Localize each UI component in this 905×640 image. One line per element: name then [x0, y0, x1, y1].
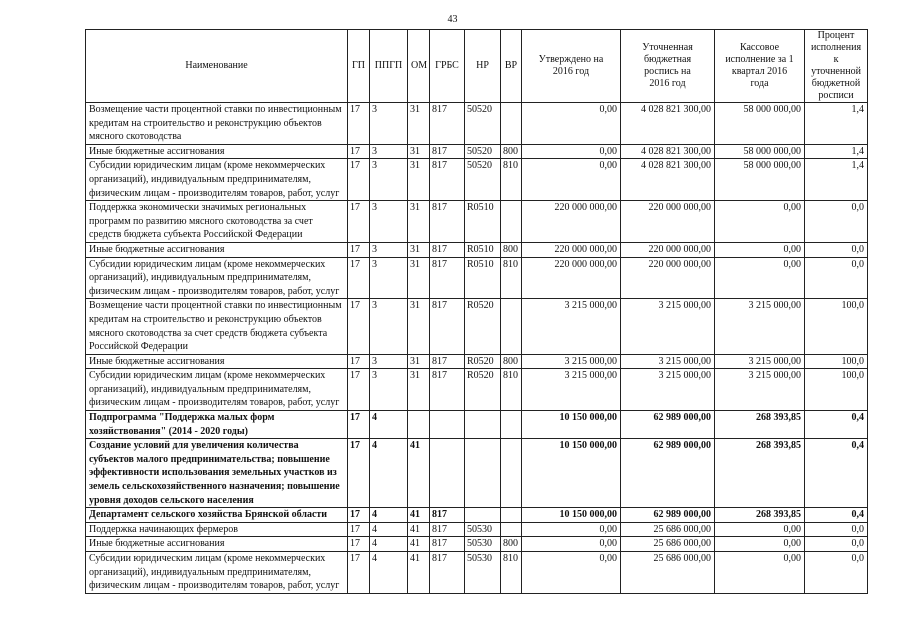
row-vr: [501, 508, 522, 523]
row-ppgp: 4: [370, 439, 408, 508]
row-name: Подпрограмма "Поддержка малых форм хозяйствования" (2014 - 2020 годы): [86, 411, 348, 439]
row-ppgp: 3: [370, 103, 408, 145]
row-om: 41: [408, 508, 430, 523]
row-cash: 0,00: [715, 201, 805, 243]
row-gp: 17: [348, 103, 370, 145]
row-vr: [501, 522, 522, 537]
row-approved: 10 150 000,00: [522, 411, 621, 439]
row-gp: 17: [348, 257, 370, 299]
row-percent: 0,4: [805, 411, 868, 439]
row-gp: 17: [348, 354, 370, 369]
row-approved: 220 000 000,00: [522, 201, 621, 243]
row-nr: 50530: [465, 537, 501, 552]
row-cash: 58 000 000,00: [715, 159, 805, 201]
row-clarified: 4 028 821 300,00: [621, 159, 715, 201]
row-om: 41: [408, 439, 430, 508]
row-nr: R0510: [465, 257, 501, 299]
header-nr: НР: [465, 30, 501, 103]
table-row: [86, 159, 868, 201]
row-cash: 268 393,85: [715, 439, 805, 508]
row-gp: 17: [348, 242, 370, 257]
row-nr: R0520: [465, 369, 501, 411]
row-ppgp: 3: [370, 144, 408, 159]
row-approved: 0,00: [522, 552, 621, 594]
row-vr: 810: [501, 257, 522, 299]
row-percent: 0,4: [805, 508, 868, 523]
row-nr: R0510: [465, 242, 501, 257]
row-grbs: 817: [430, 242, 465, 257]
row-name: Поддержка экономически значимых региональных программ по развитию мясного скотоводства за счет средств бюджета субъекта Российской Федерации: [86, 201, 348, 243]
row-om: 31: [408, 144, 430, 159]
row-gp: 17: [348, 522, 370, 537]
row-ppgp: 3: [370, 257, 408, 299]
row-clarified: 4 028 821 300,00: [621, 144, 715, 159]
row-om: 31: [408, 201, 430, 243]
row-om: 41: [408, 522, 430, 537]
row-approved: 0,00: [522, 522, 621, 537]
row-cash: 0,00: [715, 537, 805, 552]
row-gp: 17: [348, 508, 370, 523]
row-ppgp: 4: [370, 411, 408, 439]
row-om: [408, 411, 430, 439]
row-ppgp: 3: [370, 201, 408, 243]
row-om: 31: [408, 369, 430, 411]
table-row: [86, 242, 868, 257]
table-row: [86, 299, 868, 354]
row-grbs: 817: [430, 552, 465, 594]
table-row: [86, 537, 868, 552]
row-percent: 0,0: [805, 201, 868, 243]
row-name: Субсидии юридическим лицам (кроме некоммерческих организаций), индивидуальным предпринимателям, физическим лицам - производителям товаров, работ, услуг: [86, 159, 348, 201]
row-percent: 0,0: [805, 552, 868, 594]
row-nr: 50520: [465, 144, 501, 159]
row-om: 41: [408, 552, 430, 594]
row-percent: 100,0: [805, 354, 868, 369]
row-gp: 17: [348, 201, 370, 243]
row-nr: 50520: [465, 103, 501, 145]
row-approved: 0,00: [522, 103, 621, 145]
row-ppgp: 3: [370, 159, 408, 201]
row-name: Иные бюджетные ассигнования: [86, 537, 348, 552]
table-row: [86, 508, 868, 523]
row-approved: 0,00: [522, 537, 621, 552]
table-row: [86, 201, 868, 243]
row-nr: [465, 508, 501, 523]
row-approved: 3 215 000,00: [522, 354, 621, 369]
header-cash: Кассовое исполнение за 1 квартал 2016 года: [715, 30, 805, 103]
budget-table: [85, 29, 868, 594]
row-percent: 1,4: [805, 103, 868, 145]
row-name: Создание условий для увеличения количества субъектов малого предпринимательства; повышение эффективности использования земельных участков из земель сельскохозяйственного назначения; повышение уровня доходов сельского населения: [86, 439, 348, 508]
row-ppgp: 4: [370, 508, 408, 523]
row-vr: [501, 439, 522, 508]
row-approved: 3 215 000,00: [522, 299, 621, 354]
row-name: Субсидии юридическим лицам (кроме некоммерческих организаций), индивидуальным предпринимателям, физическим лицам - производителям товаров, работ, услуг: [86, 257, 348, 299]
row-vr: [501, 411, 522, 439]
row-approved: 10 150 000,00: [522, 508, 621, 523]
row-nr: [465, 411, 501, 439]
row-vr: 800: [501, 354, 522, 369]
header-gp: ГП: [348, 30, 370, 103]
row-cash: 0,00: [715, 257, 805, 299]
row-vr: 800: [501, 242, 522, 257]
row-ppgp: 4: [370, 537, 408, 552]
row-approved: 220 000 000,00: [522, 257, 621, 299]
row-name: Субсидии юридическим лицам (кроме некоммерческих организаций), индивидуальным предпринимателям, физическим лицам - производителям товаров, работ, услуг: [86, 369, 348, 411]
row-clarified: 3 215 000,00: [621, 354, 715, 369]
table-row: [86, 369, 868, 411]
row-gp: 17: [348, 439, 370, 508]
row-gp: 17: [348, 537, 370, 552]
row-name: Иные бюджетные ассигнования: [86, 354, 348, 369]
row-percent: 0,0: [805, 257, 868, 299]
page-number: 43: [447, 14, 458, 25]
row-om: 31: [408, 242, 430, 257]
row-grbs: [430, 411, 465, 439]
row-name: Возмещение части процентной ставки по инвестиционным кредитам на строительство и реконструкцию объектов мясного скотоводства: [86, 103, 348, 145]
row-ppgp: 4: [370, 552, 408, 594]
row-nr: R0510: [465, 201, 501, 243]
table-row: [86, 103, 868, 145]
row-grbs: 817: [430, 201, 465, 243]
row-ppgp: 4: [370, 522, 408, 537]
row-gp: 17: [348, 552, 370, 594]
row-grbs: 817: [430, 537, 465, 552]
table-header: [86, 30, 868, 103]
row-grbs: 817: [430, 369, 465, 411]
row-nr: 50530: [465, 552, 501, 594]
row-clarified: 25 686 000,00: [621, 537, 715, 552]
row-percent: 1,4: [805, 144, 868, 159]
row-name: Поддержка начинающих фермеров: [86, 522, 348, 537]
row-clarified: 220 000 000,00: [621, 242, 715, 257]
row-vr: [501, 201, 522, 243]
row-cash: 3 215 000,00: [715, 299, 805, 354]
row-ppgp: 3: [370, 369, 408, 411]
row-percent: 0,0: [805, 522, 868, 537]
row-clarified: 62 989 000,00: [621, 439, 715, 508]
row-approved: 220 000 000,00: [522, 242, 621, 257]
row-gp: 17: [348, 144, 370, 159]
row-om: 41: [408, 537, 430, 552]
row-approved: 10 150 000,00: [522, 439, 621, 508]
row-cash: 58 000 000,00: [715, 144, 805, 159]
table-row: [86, 144, 868, 159]
row-grbs: 817: [430, 522, 465, 537]
row-grbs: [430, 439, 465, 508]
row-ppgp: 3: [370, 242, 408, 257]
row-clarified: 220 000 000,00: [621, 201, 715, 243]
header-approved: Утверждено на 2016 год: [522, 30, 621, 103]
row-gp: 17: [348, 369, 370, 411]
row-nr: 50530: [465, 522, 501, 537]
table-row: [86, 257, 868, 299]
header-vr: ВР: [501, 30, 522, 103]
row-name: Иные бюджетные ассигнования: [86, 144, 348, 159]
row-cash: 268 393,85: [715, 508, 805, 523]
row-cash: 58 000 000,00: [715, 103, 805, 145]
header-ppgp: ППГП: [370, 30, 408, 103]
row-approved: 0,00: [522, 144, 621, 159]
row-om: 31: [408, 299, 430, 354]
row-clarified: 62 989 000,00: [621, 508, 715, 523]
table-row: [86, 522, 868, 537]
row-vr: [501, 299, 522, 354]
row-grbs: 817: [430, 144, 465, 159]
row-om: 31: [408, 354, 430, 369]
row-vr: [501, 103, 522, 145]
row-name: Департамент сельского хозяйства Брянской области: [86, 508, 348, 523]
header-grbs: ГРБС: [430, 30, 465, 103]
row-percent: 100,0: [805, 299, 868, 354]
row-percent: 0,0: [805, 242, 868, 257]
row-grbs: 817: [430, 508, 465, 523]
row-om: 31: [408, 257, 430, 299]
row-cash: 0,00: [715, 552, 805, 594]
row-approved: 0,00: [522, 159, 621, 201]
row-name: Субсидии юридическим лицам (кроме некоммерческих организаций), индивидуальным предпринимателям, физическим лицам - производителям товаров, работ, услуг: [86, 552, 348, 594]
row-clarified: 4 028 821 300,00: [621, 103, 715, 145]
row-gp: 17: [348, 299, 370, 354]
row-vr: 810: [501, 369, 522, 411]
row-om: 31: [408, 159, 430, 201]
row-om: 31: [408, 103, 430, 145]
row-gp: 17: [348, 411, 370, 439]
row-cash: 3 215 000,00: [715, 354, 805, 369]
row-clarified: 3 215 000,00: [621, 369, 715, 411]
header-om: ОМ: [408, 30, 430, 103]
row-clarified: 220 000 000,00: [621, 257, 715, 299]
table-row: [86, 552, 868, 594]
row-percent: 0,0: [805, 537, 868, 552]
row-cash: 268 393,85: [715, 411, 805, 439]
row-cash: 0,00: [715, 242, 805, 257]
row-grbs: 817: [430, 299, 465, 354]
row-percent: 1,4: [805, 159, 868, 201]
header-clarified: Уточненная бюджетная роспись на 2016 год: [621, 30, 715, 103]
header-name: Наименование: [86, 30, 348, 103]
row-vr: 800: [501, 144, 522, 159]
row-vr: 810: [501, 552, 522, 594]
table-row: [86, 354, 868, 369]
row-clarified: 62 989 000,00: [621, 411, 715, 439]
row-ppgp: 3: [370, 299, 408, 354]
row-grbs: 817: [430, 159, 465, 201]
row-grbs: 817: [430, 257, 465, 299]
row-clarified: 25 686 000,00: [621, 552, 715, 594]
table-row: [86, 411, 868, 439]
row-gp: 17: [348, 159, 370, 201]
table-body: [86, 103, 868, 594]
row-ppgp: 3: [370, 354, 408, 369]
row-percent: 100,0: [805, 369, 868, 411]
row-name: Иные бюджетные ассигнования: [86, 242, 348, 257]
row-nr: R0520: [465, 354, 501, 369]
row-grbs: 817: [430, 354, 465, 369]
row-nr: 50520: [465, 159, 501, 201]
row-cash: 0,00: [715, 522, 805, 537]
row-cash: 3 215 000,00: [715, 369, 805, 411]
row-percent: 0,4: [805, 439, 868, 508]
row-clarified: 25 686 000,00: [621, 522, 715, 537]
table-row: [86, 439, 868, 508]
row-grbs: 817: [430, 103, 465, 145]
row-name: Возмещение части процентной ставки по инвестиционным кредитам на строительство и реконструкцию объектов мясного скотоводства за счет средств бюджета субъекта Российской Федерации: [86, 299, 348, 354]
row-approved: 3 215 000,00: [522, 369, 621, 411]
row-nr: R0520: [465, 299, 501, 354]
row-vr: 800: [501, 537, 522, 552]
row-clarified: 3 215 000,00: [621, 299, 715, 354]
header-percent: Процент исполнения к уточненной бюджетной росписи: [805, 30, 868, 103]
row-vr: 810: [501, 159, 522, 201]
row-nr: [465, 439, 501, 508]
